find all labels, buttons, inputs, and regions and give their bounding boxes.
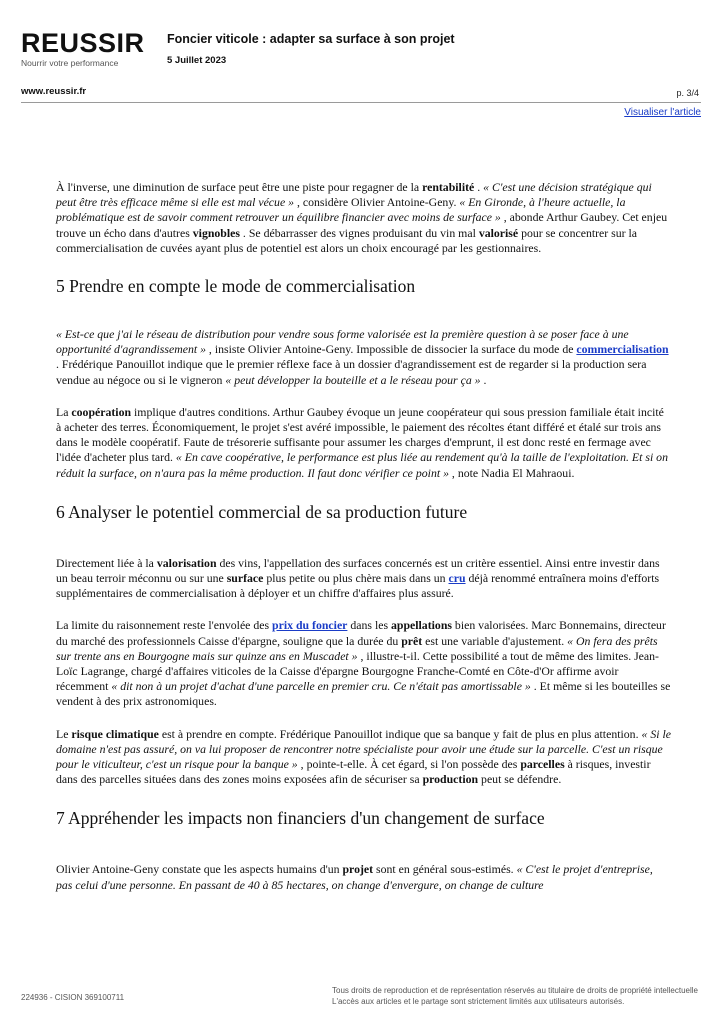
footer-copyright-line-2: L'accès aux articles et le partage sont strictement limités aux utilisateurs autorisés. bbox=[332, 997, 625, 1006]
article-date: 5 Juillet 2023 bbox=[167, 55, 227, 66]
visualiser-article-link[interactable]: Visualiser l'article bbox=[624, 107, 701, 118]
section-heading-6: 6 Analyser le potentiel commercial de sa production future bbox=[56, 501, 468, 522]
article-title: Foncier viticole : adapter sa surface à son projet bbox=[167, 32, 455, 46]
reussir-logo bbox=[21, 30, 145, 68]
prix-du-foncier-link[interactable]: prix du foncier bbox=[272, 618, 348, 633]
footer-copyright-line-1: Tous droits de reproduction et de représentation réservés au titulaire de droits de propriété intellectuelle bbox=[332, 986, 698, 995]
commercialisation-link[interactable]: commercialisation bbox=[576, 342, 669, 357]
footer-copyright bbox=[332, 985, 712, 1007]
paragraph: À l'inverse, une diminution de surface peut être une piste pour regagner de la rentabilité . « C'est une décision stratégique qui peut être très efficace même si elle est mal vécue » , considère Olivier Antoine-Geny. « En Gironde, à l'heure actuelle, la problématique est de savoir comment retrouver un équilibre financier avec moins de surface » , abonde Arthur Gaubey. Cet enjeu trouve un écho dans d'autres vignobles . Se débarrasser des vignes produisant du vin mal valorisé pour se concentrer sur la commercialisation de cuvées ayant plus de potentiel est alors un choix encouragé par les gestionnaires. bbox=[56, 180, 668, 255]
cru-link[interactable]: cru bbox=[448, 571, 466, 586]
site-url: www.reussir.fr bbox=[21, 86, 87, 97]
logo-wordmark: REUSSIR bbox=[21, 28, 145, 58]
page-number: p. 3/4 bbox=[676, 88, 699, 98]
paragraph: Le risque climatique est à prendre en compte. Frédérique Panouillot indique que sa banque y fait de plus en plus attention. « Si le domaine n'est pas assuré, on va lui proposer de rencontrer notre spécialiste pour avoir une étude sur la parcelle. C'est un risque pour le viticulteur, c'est un risque pour la banque » , pointe-t-elle. À cet égard, si l'on possède des parcelles à risques, investir dans des parcelles situées dans des zones moins exposées afin de sécuriser sa production peut se défendre. bbox=[56, 726, 671, 787]
section-heading-5: 5 Prendre en compte le mode de commercialisation bbox=[56, 276, 416, 297]
paragraph: La coopération implique d'autres conditions. Arthur Gaubey évoque un jeune coopérateur qui sous pression familiale était incité à acheter des terres. Économiquement, le projet s'est avéré impossible, le paiement des récoltes étant différé et étalé sur trois ans dans le modèle coopératif. Faute de trésorerie suffisante pour assumer les charges d'emprunt, il est donc resté en fermage avec l'idée d'acheter plus tard. « En cave coopérative, le performance est plus liée au rendement qu'à la taille de l'exploitation. Et si on réduit la surface, on n'aura pas la même production. Il faut donc vérifier ce point » , note Nadia El Mahraoui. bbox=[56, 404, 668, 480]
paragraph: Olivier Antoine-Geny constate que les aspects humains d'un projet sont en général sous-estimés. « C'est le projet d'entreprise, pas celui d'une personne. En passant de 40 à 85 hectares, on change d'envergure, on change de culture bbox=[56, 862, 653, 892]
article-body bbox=[56, 180, 671, 893]
section-heading-7: 7 Appréhender les impacts non financiers d'un changement de surface bbox=[56, 808, 545, 829]
paragraph: « Est-ce que j'ai le réseau de distribution pour vendre sous forme valorisée est la première question à se poser face à une opportunité d'agrandissement » , insiste Olivier Antoine-Geny. Impossible de dissocier la surface du mode de commercialisation . Frédérique Panouillot indique que le premier réflexe face à un dossier d'agrandissement est de regarder si la production sera vendue au négoce ou si le vigneron « peut développer la bouteille et a le réseau pour ça » . bbox=[56, 327, 669, 387]
footer-document-id: 224936 - CISION 369100711 bbox=[21, 993, 125, 1002]
paragraph: La limite du raisonnement reste l'envolée des prix du foncier dans les appellations bien valorisées. Marc Bonnemains, directeur du marché des professionnels Caisse d'épargne, souligne que la durée du prêt est une variable d'ajustement. « On fera des prêts sur trente ans en Bourgogne mais sur quinze ans en Muscadet » , illustre-t-il. Cette possibilité a tout de même des limites. Jean-Loïc Lagrange, chargé d'affaires viticoles de la Caisse d'épargne Bourgogne Franche-Comté en Côte-d'Or affirme avoir récemment « dit non à un projet d'achat d'une parcelle en premier cru. Ce n'était pas amortissable » . Et même si les bouteilles se vendent à des prix astronomiques. bbox=[56, 618, 671, 709]
header-divider bbox=[21, 102, 701, 103]
paragraph: Directement liée à la valorisation des vins, l'appellation des surfaces concernés est un critère essentiel. Ainsi entre investir dans un beau terroir méconnu ou sur une surface plus petite ou plus chère mais dans un cru déjà renommé entraînera moins d'efforts supplémentaires de commercialisation à déployer et un chiffre d'affaires plus assuré. bbox=[56, 555, 660, 601]
logo-tagline: Nourrir votre performance bbox=[21, 58, 119, 68]
